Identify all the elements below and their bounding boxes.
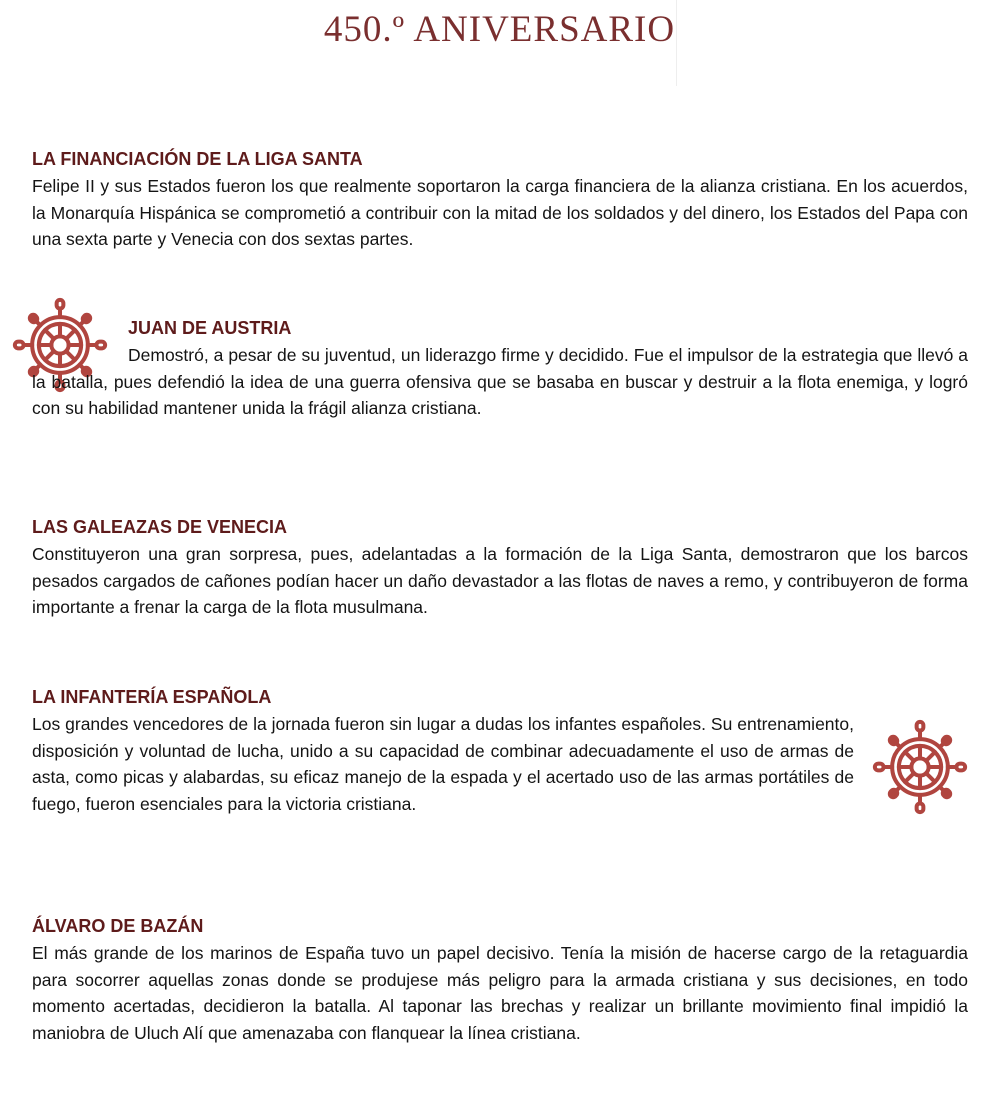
section-text-alvaro-de-bazan: El más grande de los marinos de España tuvo un papel decisivo. Tenía la misión de hacerse cargo de la retaguardia para socorrer aquellas zonas donde se produjese más peligro para la armada cristiana y sus decisiones, en todo momento acertadas, decidieron la batalla. Al taponar las brechas y realizar un brillante movimiento final impidió la maniobra de Uluch Alí que amenazaba con flanquear la línea cristiana. [32, 943, 968, 1043]
section-heading-infanteria: LA INFANTERÍA ESPAÑOLA [32, 687, 272, 707]
section-text-juan-de-austria: Demostró, a pesar de su juventud, un liderazgo firme y decidido. Fue el impulsor de la estrategia que llevó a la batalla, pues defendió la idea de una guerra ofensiva que se basaba en buscar y destruir a la flota enemiga, y logró con su habilidad mantener unida la frágil alianza cristiana. [32, 345, 968, 419]
section-heading-juan-de-austria: JUAN DE AUSTRIA [128, 318, 292, 338]
ship-wheel-icon-graphic [872, 719, 968, 815]
section-text-galeazas: Constituyeron una gran sorpresa, pues, adelantadas a la formación de la Liga Santa, demostraron que los barcos pesados cargados de cañones podían hacer un daño devastador a las flotas de naves a remo, y contribuyeron de forma importante a frenar la carga de la flota musulmana. [32, 544, 968, 618]
page-title: 450.º ANIVERSARIO [323, 9, 676, 50]
section-heading-galeazas: LAS GALEAZAS DE VENECIA [32, 517, 288, 537]
section-heading-alvaro-de-bazan: ÁLVARO DE BAZÁN [32, 916, 204, 936]
section-text-financiacion: Felipe II y sus Estados fueron los que realmente soportaron la carga financiera de la alianza cristiana. En los acuerdos, la Monarquía Hispánica se comprometió a contribuir con la mitad de los soldados y del dinero, los Estados del Papa con una sexta parte y Venecia con dos sextas partes. [32, 176, 968, 250]
section-text-infanteria: Los grandes vencedores de la jornada fueron sin lugar a dudas los infantes españoles. Su entrenamiento, disposición y voluntad de lucha, unido a su capacidad de combinar adecuadamente el uso de armas de asta, como picas y alabardas, su eficaz manejo de la espada y el acertado uso de las armas portátiles de fuego, fueron esenciales para la victoria cristiana. [32, 714, 854, 814]
ship-wheel-icon [872, 719, 968, 815]
section-heading-financiacion: LA FINANCIACIÓN DE LA LIGA SANTA [32, 149, 363, 169]
